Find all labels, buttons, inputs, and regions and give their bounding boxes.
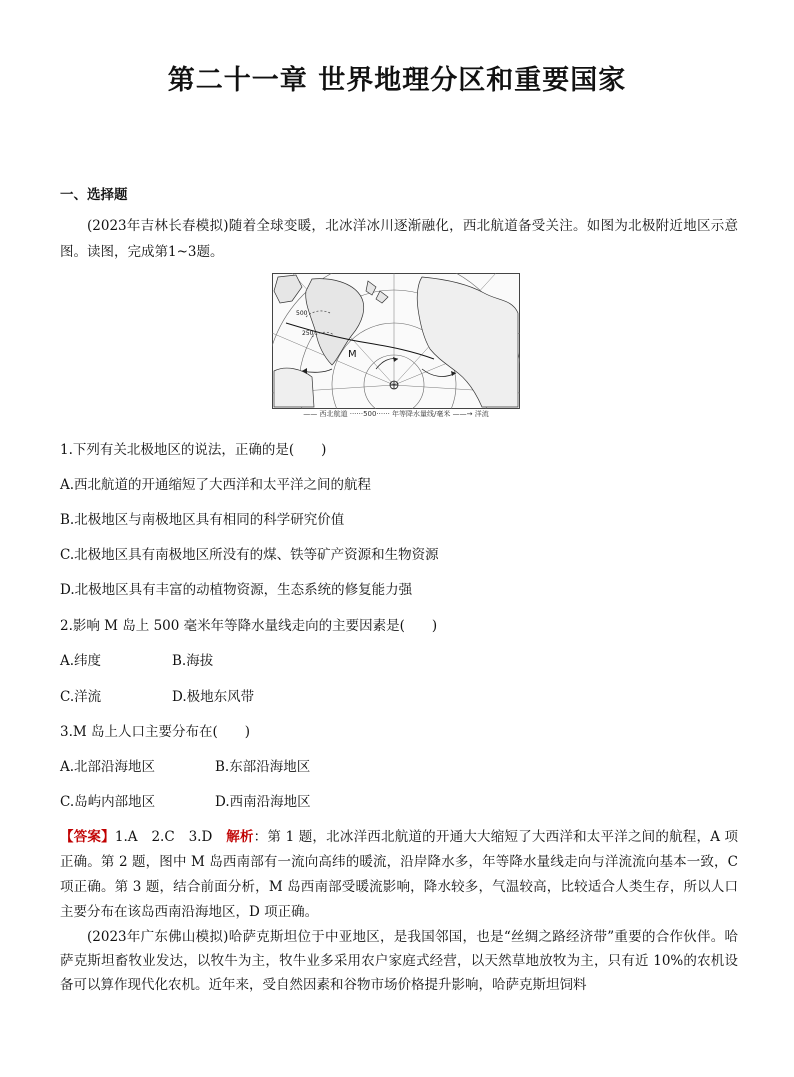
q3-option-a: A.北部沿海地区 [60,759,156,775]
arctic-map-figure [272,273,520,425]
map-legend: —— 西北航道 ······500······ 年等降水量线/毫米 ——→ 洋流 [303,410,489,418]
answer-tag: 【答案】 [60,829,115,845]
kazakhstan-paragraph: (2023年广东佛山模拟)哈萨克斯坦位于中亚地区，是我国邻国，也是“丝绸之路经济带”重要的合作伙伴。哈萨克斯坦畜牧业发达，以牧牛为主，牧牛业多采用农户家庭式经营，以天然草地放牧为主，只有近 10%的农机设备可以算作现代化农机。近年来，受自然因素和谷物市场价格提升影响，哈萨克斯坦饲料 [60,929,738,993]
q2-option-a: A.纬度 [60,653,102,669]
island-m-label: M [348,349,357,360]
question-2-stem: 2.影响 M 岛上 500 毫米年等降水量线走向的主要因素是( ) [60,618,438,634]
q3-option-d: D.西南沿海地区 [215,794,311,810]
isohyet-500-label: 500 [296,310,308,317]
q3-option-b: B.东部沿海地区 [215,759,311,775]
question-3-stem: 3.M 岛上人口主要分布在( ) [60,724,251,740]
q1-option-c: C.北极地区具有南极地区所没有的煤、铁等矿产资源和生物资源 [60,547,439,563]
q1-option-d: D.北极地区具有丰富的动植物资源，生态系统的修复能力强 [60,582,413,598]
page-title: 第二十一章 世界地理分区和重要国家 [167,65,627,96]
answer-keys: 1.A 2.C 3.D [114,829,227,845]
isohyet-250-label: 250 [302,330,314,337]
answer-block [60,825,738,925]
q2-option-b: B.海拔 [172,653,214,669]
q3-option-c: C.岛屿内部地区 [60,794,156,810]
q2-option-c: C.洋流 [60,689,102,705]
question-1-stem: 1.下列有关北极地区的说法，正确的是( ) [60,442,327,458]
q1-option-a: A.西北航道的开通缩短了大西洋和太平洋之间的航程 [60,477,372,493]
analysis-tag: 解析 [226,829,254,845]
q2-option-d: D.极地东风带 [172,689,255,705]
section-title: 一、选择题 [60,187,128,203]
arctic-map [272,273,520,409]
intro-paragraph: (2023年吉林长春模拟)随着全球变暖，北冰洋冰川逐渐融化，西北航道备受关注。如图为北极附近地区示意图。读图，完成第1~3题。 [60,218,738,260]
analysis-text: ：第 1 题，北冰洋西北航道的开通大大缩短了大西洋和太平洋之间的航程，A 项正确。第 2 题，图中 M 岛西南部有一流向高纬的暖流，沿岸降水多，年等降水量线走向与洋流流向基本一致，C 项正确。第 3 题，结合前面分析，M 岛西南部受暖流影响，降水较多，气温较高，比较适合人类生存，所以人口主要分布在该岛西南沿海地区，D 项正确。 [60,829,739,920]
q1-option-b: B.北极地区与南极地区具有相同的科学研究价值 [60,512,345,528]
